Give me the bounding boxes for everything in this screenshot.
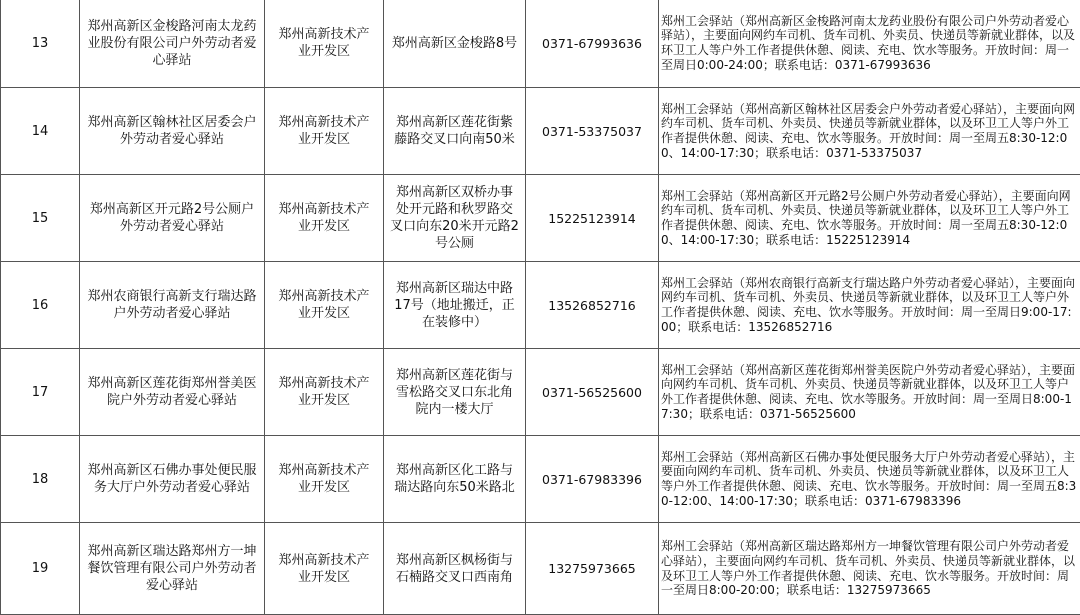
station-name: 郑州高新区开元路2号公厕户外劳动者爱心驿站 [80, 175, 265, 262]
description: 郑州工会驿站（郑州高新区莲花街郑州誉美医院户外劳动者爱心驿站），主要面向网约车司机、货车司机、外卖员、快递员等新就业群体，以及环卫工人等户外工作者提供休憩、阅读、充电、饮水等服务。开放时间：周一至周日8:00-17:30；联系电话：0371-56525600 [659, 349, 1080, 436]
district: 郑州高新技术产业开发区 [265, 88, 384, 175]
district: 郑州高新技术产业开发区 [265, 523, 384, 615]
table-row [1, 0, 1080, 88]
district: 郑州高新技术产业开发区 [265, 436, 384, 523]
table-row [1, 436, 1080, 523]
address: 郑州高新区莲花街与雪松路交叉口东北角院内一楼大厅 [384, 349, 526, 436]
district: 郑州高新技术产业开发区 [265, 0, 384, 88]
phone: 0371-53375037 [526, 88, 659, 175]
address: 郑州高新区瑞达中路17号（地址搬迁，正在装修中） [384, 262, 526, 349]
table-row [1, 88, 1080, 175]
address: 郑州高新区金梭路8号 [384, 0, 526, 88]
district: 郑州高新技术产业开发区 [265, 349, 384, 436]
table-row [1, 175, 1080, 262]
phone: 13275973665 [526, 523, 659, 615]
station-name: 郑州高新区瑞达路郑州方一坤餐饮管理有限公司户外劳动者爱心驿站 [80, 523, 265, 615]
row-number: 15 [1, 175, 80, 262]
station-name: 郑州高新区金梭路河南太龙药业股份有限公司户外劳动者爱心驿站 [80, 0, 265, 88]
description: 郑州工会驿站（郑州高新区石佛办事处便民服务大厅户外劳动者爱心驿站），主要面向网约车司机、货车司机、外卖员、快递员等新就业群体，以及环卫工人等户外工作者提供休憩、阅读、充电、饮水等服务。开放时间：周一至周五8:30-12:00、14:00-17:30；联系电话：0371-67983396 [659, 436, 1080, 523]
row-number: 18 [1, 436, 80, 523]
station-name: 郑州高新区翰林社区居委会户外劳动者爱心驿站 [80, 88, 265, 175]
station-name: 郑州高新区莲花街郑州誉美医院户外劳动者爱心驿站 [80, 349, 265, 436]
row-number: 14 [1, 88, 80, 175]
phone: 13526852716 [526, 262, 659, 349]
description: 郑州工会驿站（郑州高新区瑞达路郑州方一坤餐饮管理有限公司户外劳动者爱心驿站），主要面向网约车司机、货车司机、外卖员、快递员等新就业群体，以及环卫工人等户外工作者提供休憩、阅读、充电、饮水等服务。开放时间：周一至周日8:00-20:00；联系电话：13275973665 [659, 523, 1080, 615]
row-number: 19 [1, 523, 80, 615]
district: 郑州高新技术产业开发区 [265, 175, 384, 262]
phone: 0371-56525600 [526, 349, 659, 436]
description: 郑州工会驿站（郑州农商银行高新支行瑞达路户外劳动者爱心驿站），主要面向网约车司机、货车司机、外卖员、快递员等新就业群体，以及环卫工人等户外工作者提供休憩、阅读、充电、饮水等服务。开放时间：周一至周日9:00-17:00；联系电话：13526852716 [659, 262, 1080, 349]
description: 郑州工会驿站（郑州高新区翰林社区居委会户外劳动者爱心驿站），主要面向网约车司机、货车司机、外卖员、快递员等新就业群体，以及环卫工人等户外工作者提供休憩、阅读、充电、饮水等服务。开放时间：周一至周五8:30-12:00、14:00-17:30；联系电话：0371-53375037 [659, 88, 1080, 175]
phone: 0371-67983396 [526, 436, 659, 523]
address: 郑州高新区枫杨街与石楠路交叉口西南角 [384, 523, 526, 615]
phone: 0371-67993636 [526, 0, 659, 88]
address: 郑州高新区双桥办事处开元路和秋罗路交叉口向东20米开元路2号公厕 [384, 175, 526, 262]
row-number: 17 [1, 349, 80, 436]
description: 郑州工会驿站（郑州高新区开元路2号公厕户外劳动者爱心驿站），主要面向网约车司机、货车司机、外卖员、快递员等新就业群体，以及环卫工人等户外工作者提供休憩、阅读、充电、饮水等服务。开放时间：周一至周五8:30-12:00、14:00-17:30；联系电话：15225123914 [659, 175, 1080, 262]
row-number: 16 [1, 262, 80, 349]
description: 郑州工会驿站（郑州高新区金梭路河南太龙药业股份有限公司户外劳动者爱心驿站），主要面向网约车司机、货车司机、外卖员、快递员等新就业群体，以及环卫工人等户外工作者提供休憩、阅读、充电、饮水等服务。开放时间：周一至周日0:00-24:00；联系电话：0371-67993636 [659, 0, 1080, 88]
table-row [1, 262, 1080, 349]
address: 郑州高新区莲花街紫藤路交叉口向南50米 [384, 88, 526, 175]
district: 郑州高新技术产业开发区 [265, 262, 384, 349]
station-name: 郑州农商银行高新支行瑞达路户外劳动者爱心驿站 [80, 262, 265, 349]
row-number: 13 [1, 0, 80, 88]
address: 郑州高新区化工路与瑞达路向东50米路北 [384, 436, 526, 523]
phone: 15225123914 [526, 175, 659, 262]
station-name: 郑州高新区石佛办事处便民服务大厅户外劳动者爱心驿站 [80, 436, 265, 523]
table-row [1, 523, 1080, 615]
table-row [1, 349, 1080, 436]
